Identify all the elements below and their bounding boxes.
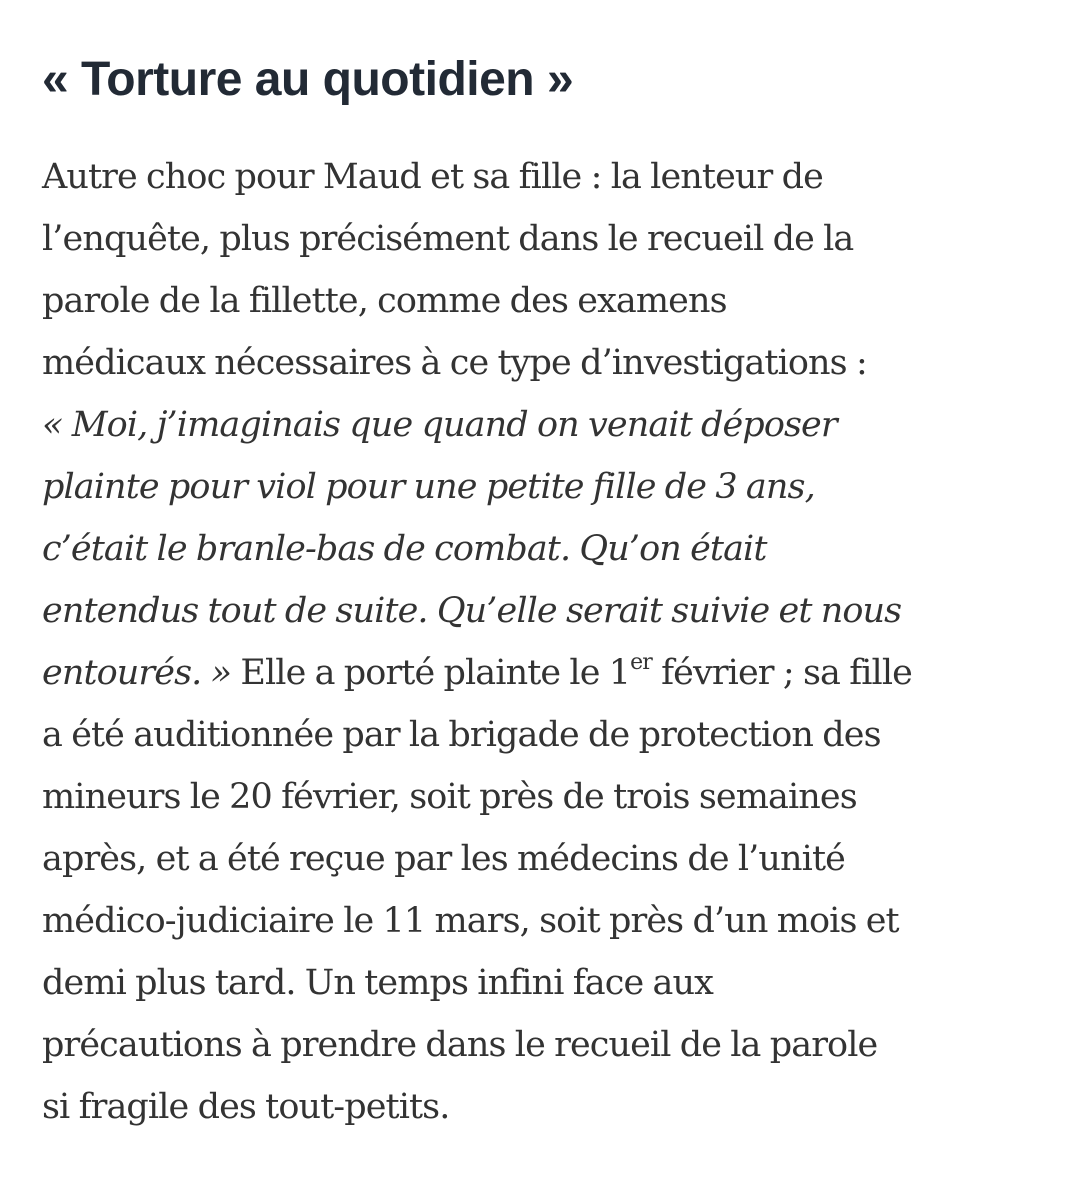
paragraph-line: parole de la fillette, comme des examens (42, 281, 727, 321)
paragraph-line: l’enquête, plus précisément dans le recueil de la (42, 219, 854, 259)
text-after-superscript: février ; sa fille (651, 653, 912, 693)
article-paragraph (42, 146, 1032, 1138)
paragraph-line-mixed (42, 642, 1032, 704)
paragraph-line: précautions à prendre dans le recueil de la parole (42, 1025, 878, 1065)
article-section (42, 46, 1032, 1138)
paragraph-line: si fragile des tout-petits. (42, 1087, 450, 1127)
quote-line: c’était le branle-bas de combat. Qu’on était (42, 529, 767, 569)
paragraph-line: a été auditionnée par la brigade de protection des (42, 715, 881, 755)
paragraph-line: mineurs le 20 février, soit près de trois semaines (42, 777, 857, 817)
paragraph-line: après, et a été reçue par les médecins de l’unité (42, 839, 845, 879)
ordinal-superscript: er (630, 650, 652, 676)
paragraph-line: médico-judiciaire le 11 mars, soit près d’un mois et (42, 901, 899, 941)
quote-line: « Moi, j’imaginais que quand on venait déposer (42, 405, 837, 445)
paragraph-line: demi plus tard. Un temps infini face aux (42, 963, 713, 1003)
quote-line: plainte pour viol pour une petite fille de 3 ans, (42, 467, 815, 507)
paragraph-line: médicaux nécessaires à ce type d’investigations : (42, 343, 867, 383)
quote-end: entourés. » (42, 653, 232, 693)
section-heading: « Torture au quotidien » (42, 53, 574, 106)
text-before-superscript: Elle a porté plainte le 1 (231, 653, 631, 693)
quote-line: entendus tout de suite. Qu’elle serait suivie et nous (42, 591, 902, 631)
paragraph-line: Autre choc pour Maud et sa fille : la lenteur de (42, 157, 823, 197)
